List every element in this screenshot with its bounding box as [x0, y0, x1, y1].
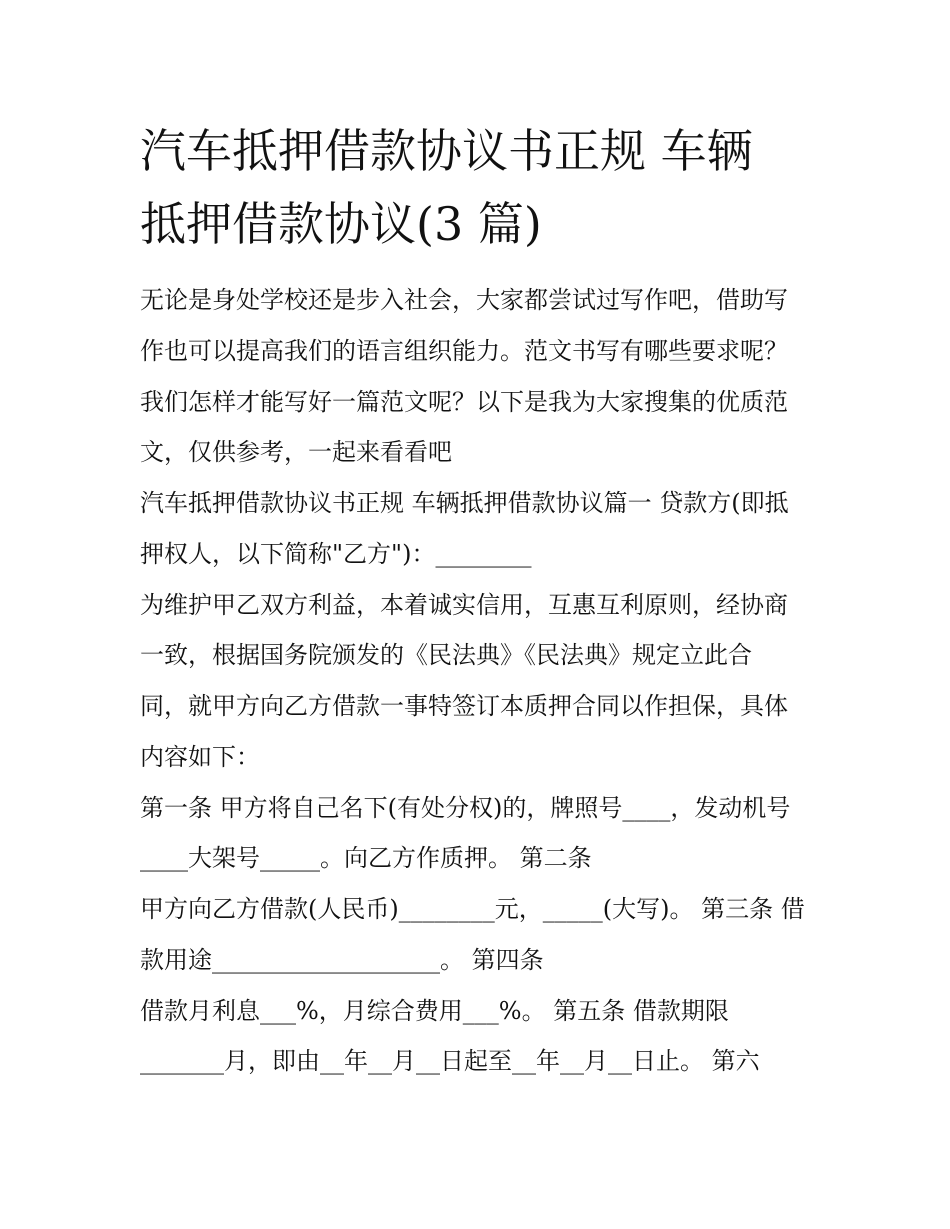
paragraph-line: 押权人，以下简称"乙方")：________: [140, 540, 532, 568]
paragraph-line: 文，仅供参考，一起来看看吧: [140, 438, 452, 466]
paragraph-line: 汽车抵押借款协议书正规 车辆抵押借款协议篇一 贷款方(即抵: [140, 489, 789, 517]
paragraph-line: 同，就甲方向乙方借款一事特签订本质押合同以作担保，具体: [140, 692, 788, 720]
document-title-line-2: 抵押借款协议(3 篇): [140, 197, 542, 251]
paragraph-line: 借款月利息___%，月综合费用___%。 第五条 借款期限: [140, 997, 729, 1025]
paragraph-line: ____大架号_____。向乙方作质押。 第二条: [140, 844, 592, 872]
paragraph-line: 一致，根据国务院颁发的《民法典》《民法典》规定立此合: [140, 641, 752, 669]
paragraph-line: _______月，即由__年__月__日起至__年__月__日止。 第六: [140, 1047, 760, 1075]
paragraph-line: 我们怎样才能写好一篇范文呢？以下是我为大家搜集的优质范: [140, 388, 788, 416]
paragraph-line: 无论是身处学校还是步入社会，大家都尝试过写作吧，借助写: [140, 286, 788, 314]
paragraph-line: 内容如下：: [140, 743, 260, 771]
paragraph-line: 为维护甲乙双方利益，本着诚实信用，互惠互利原则，经协商: [140, 591, 788, 619]
document-title-line-1: 汽车抵押借款协议书正规 车辆: [140, 124, 753, 178]
paragraph-line: 甲方向乙方借款(人民币)________元，_____(大写)。 第三条 借: [140, 895, 805, 923]
paragraph-line: 款用途___________________。 第四条: [140, 946, 544, 974]
paragraph-line: 作也可以提高我们的语言组织能力。范文书写有哪些要求呢？: [140, 337, 788, 365]
paragraph-line: 第一条 甲方将自己名下(有处分权)的，牌照号____，发动机号: [140, 794, 791, 822]
